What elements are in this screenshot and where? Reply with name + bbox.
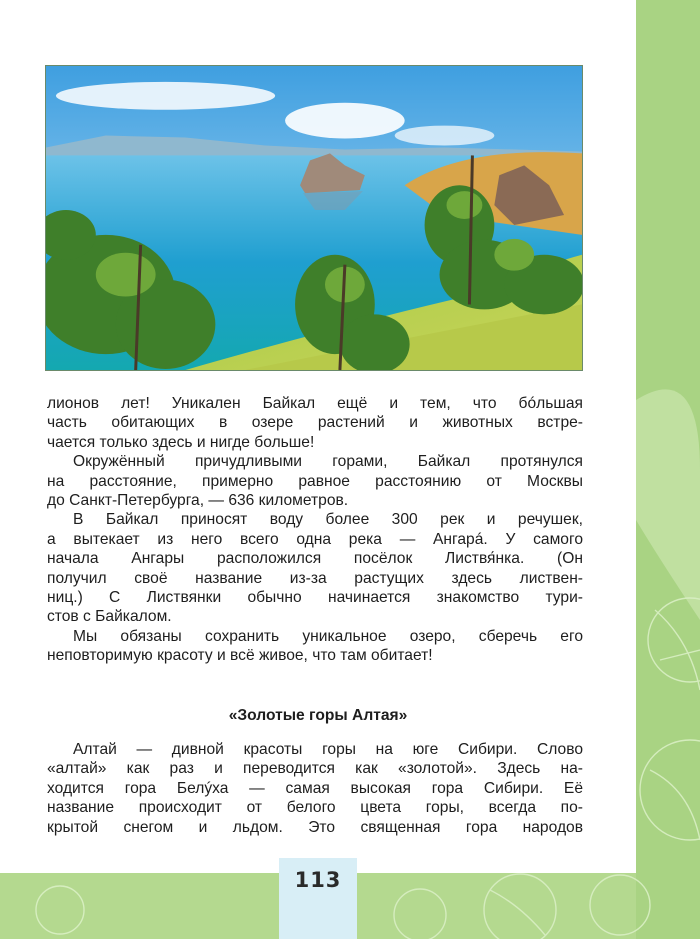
text-line: крытой снегом и льдом. Это священная гора народов xyxy=(47,818,583,836)
text-line: начала Ангары расположился посёлок Листвя́нка. (Он xyxy=(47,550,583,568)
text-line: ниц.) С Листвянки обычно начинается знакомство тури- xyxy=(47,589,583,607)
text-line: неповторимую красоту и всё живое, что там обитает! xyxy=(47,647,433,665)
section-heading: «Золотые горы Алтая» xyxy=(228,707,408,724)
text-line: название происходит от белого цвета горы, всегда по- xyxy=(47,799,583,817)
paragraphs-bottom xyxy=(47,740,583,837)
paragraph xyxy=(47,627,583,666)
text-line: В Байкал приносят воду более 300 рек и речушек, xyxy=(73,511,583,529)
text-line: «алтай» как раз и переводится как «золотой». Здесь на- xyxy=(47,760,583,778)
text-line: Алтай — дивной красоты горы на юге Сибири. Слово xyxy=(73,741,583,758)
text-line: лионов лет! Уникален Байкал ещё и тем, что бóльшая xyxy=(47,395,583,412)
text-line: Мы обязаны сохранить уникальное озеро, сберечь его xyxy=(73,627,583,645)
text-line: до Санкт-Петербурга, — 636 километров. xyxy=(47,492,349,510)
paragraphs-top xyxy=(47,394,583,666)
text-line: ходится гора Белýха — самая высокая гора Сибири. Её xyxy=(47,779,583,797)
text-line: часть обитающих в озере растений и животных встре- xyxy=(47,414,583,432)
text-line: чается только здесь и нигде больше! xyxy=(47,433,315,451)
text-line: стов с Байкалом. xyxy=(47,608,172,626)
page-number: 113 xyxy=(294,868,342,892)
text-line: Окружённый причудливыми горами, Байкал протянулся xyxy=(73,453,583,471)
paragraph xyxy=(47,394,583,452)
paragraph xyxy=(47,510,583,626)
text-line: на расстояние, примерно равное расстоянию от Москвы xyxy=(47,472,583,490)
text-line: получил своё название из-за растущих здесь листвен- xyxy=(47,569,583,587)
baikal-photo xyxy=(45,65,583,371)
paragraph xyxy=(47,452,583,510)
paragraph xyxy=(47,740,583,837)
text-line: а вытекает из него всего одна река — Ангарá. У самого xyxy=(47,530,583,548)
